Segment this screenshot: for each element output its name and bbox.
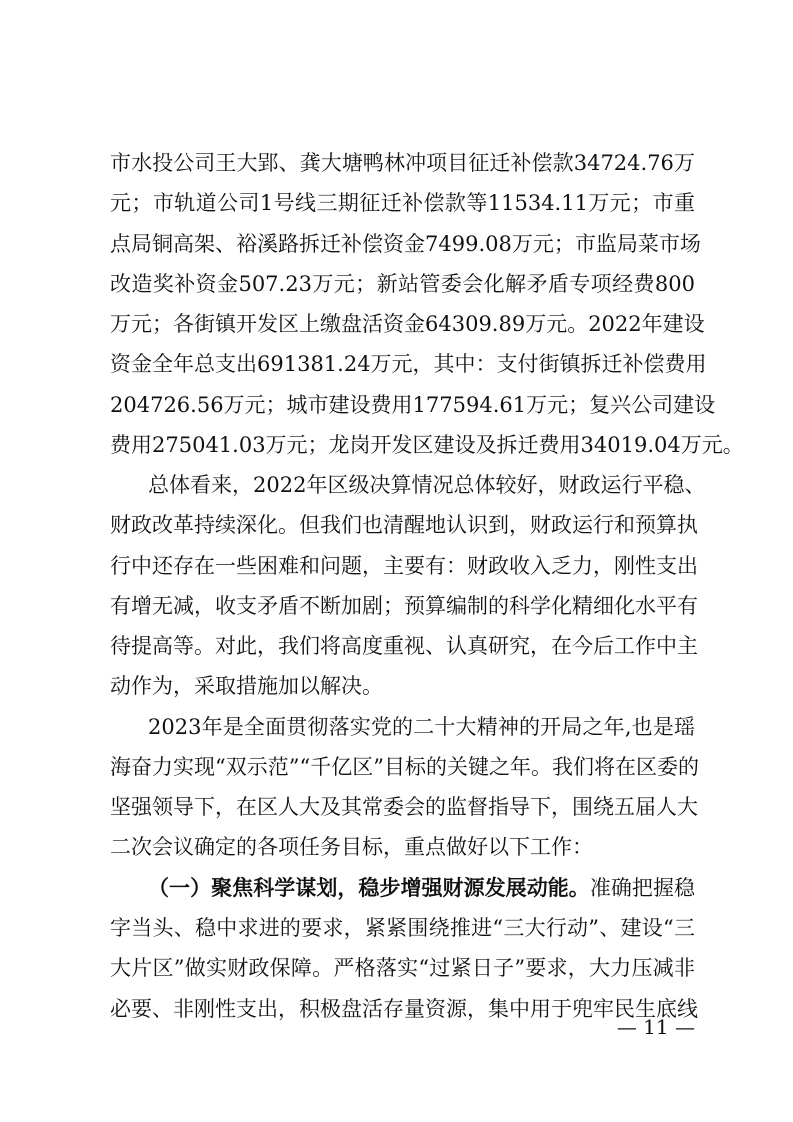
text-line: 费用275041.03万元；龙岗开发区建设及拆迁费用34019.04万元。 <box>110 433 744 457</box>
text-line: 204726.56万元；城市建设费用177594.61万元；复兴公司建设 <box>110 393 716 417</box>
text-line: 动作为，采取措施加以解决。 <box>110 674 383 698</box>
section-heading: （一）聚焦科学谋划，稳步增强财源发展动能。 <box>148 876 590 900</box>
text-line: 总体看来，2022年区级决算情况总体较好，财政运行平稳、 <box>148 473 706 497</box>
text-line: 点局铜高架、裕溪路拆迁补偿资金7499.08万元；市监局菜市场 <box>110 232 701 256</box>
text-line: 必要、非刚性支出，积极盘活存量资源，集中用于兜牢民生底线 <box>110 997 698 1021</box>
text-line: 二次会议确定的各项任务目标，重点做好以下工作： <box>110 835 593 859</box>
text-line: 行中还存在一些困难和问题，主要有：财政收入乏力，刚性支出 <box>110 554 698 578</box>
text-line: 资金全年总支出691381.24万元，其中：支付街镇拆迁补偿费用 <box>110 352 707 376</box>
text-line: 财政改革持续深化。但我们也清醒地认识到，财政运行和预算执 <box>110 513 698 537</box>
page-number: — 11 — <box>616 1015 695 1039</box>
text-line: 海奋力实现“双示范”“千亿区”目标的关键之年。我们将在区委的 <box>110 755 699 779</box>
text-line: 2023年是全面贯彻落实党的二十大精神的开局之年,也是瑶 <box>148 715 695 739</box>
section-heading-line <box>148 868 695 908</box>
text-line: 万元；各街镇开发区上缴盘活资金64309.89万元。2022年建设 <box>110 312 705 336</box>
text-line: 市水投公司王大郢、龚大塘鸭林冲项目征迁补偿款34724.76万 <box>110 151 695 175</box>
text-line: 大片区”做实财政保障。严格落实“过紧日子”要求，大力压减非 <box>110 956 695 980</box>
text-line: 元；市轨道公司1号线三期征迁补偿款等11534.11万元；市重 <box>110 191 695 215</box>
heading-line-rest: 准确把握稳 <box>589 876 696 900</box>
text-line: 待提高等。对此，我们将高度重视、认真研究，在今后工作中主 <box>110 634 698 658</box>
text-line: 坚强领导下，在区人大及其常委会的监督指导下，围绕五届人大 <box>110 795 698 819</box>
text-line: 有增无减，收支矛盾不断加剧；预算编制的科学化精细化水平有 <box>110 594 698 618</box>
text-line: 字当头、稳中求进的要求，紧紧围绕推进“三大行动”、建设“三 <box>110 916 695 940</box>
text-line: 改造奖补资金507.23万元；新站管委会化解矛盾专项经费800 <box>110 272 695 296</box>
